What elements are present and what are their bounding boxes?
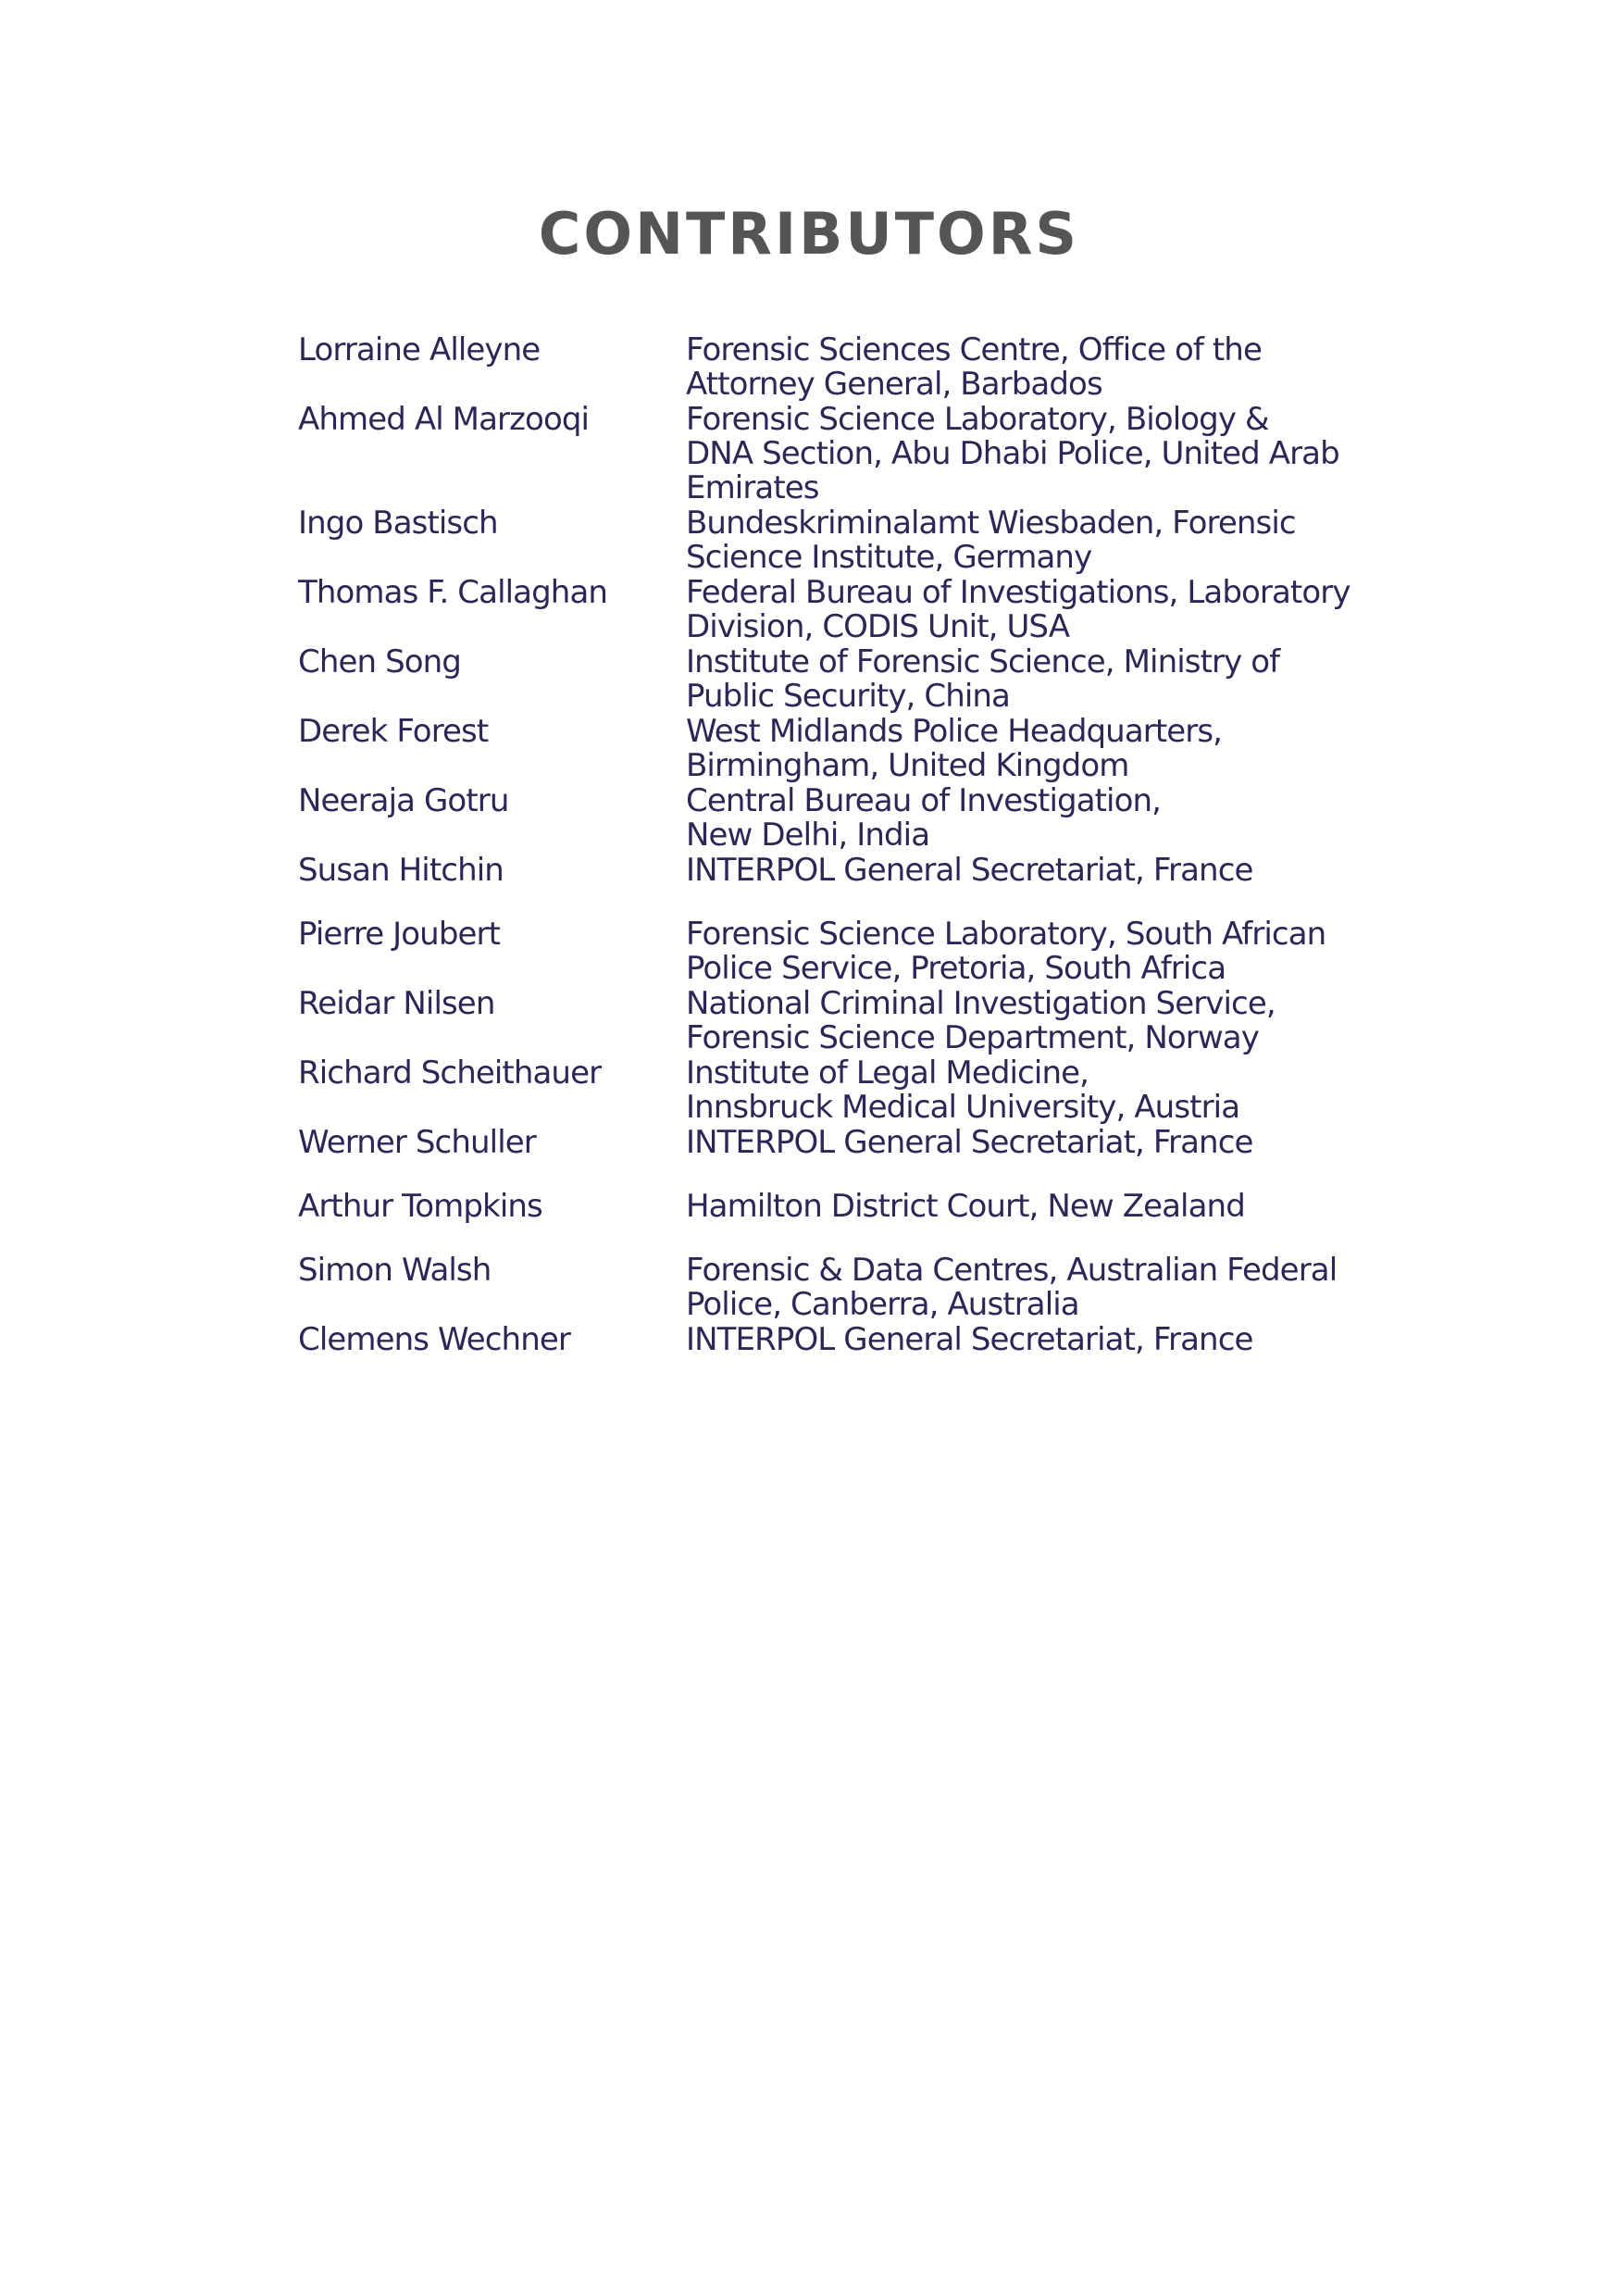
contributors-list xyxy=(298,332,1353,1386)
contributor-row xyxy=(298,1189,1353,1253)
contributor-row xyxy=(298,575,1353,644)
contributor-row xyxy=(298,402,1353,505)
contributor-row xyxy=(298,714,1353,783)
contributor-name: Clemens Wechner xyxy=(298,1321,570,1358)
contributor-row xyxy=(298,1055,1353,1125)
contributor-name: Ahmed Al Marzooqi xyxy=(298,401,590,438)
contributor-name: Reidar Nilsen xyxy=(298,985,495,1022)
contributor-name: Richard Scheithauer xyxy=(298,1054,602,1092)
contributor-affiliation: Bundeskriminalamt Wiesbaden, Forensic Science Institute, Germany xyxy=(686,505,1296,576)
contributor-affiliation: INTERPOL General Secretariat, France xyxy=(686,1321,1253,1358)
contributor-row xyxy=(298,986,1353,1055)
contributor-affiliation: Hamilton District Court, New Zealand xyxy=(686,1188,1245,1225)
contributor-row xyxy=(298,1253,1353,1322)
contributor-name: Werner Schuller xyxy=(298,1124,536,1161)
contributor-row xyxy=(298,1125,1353,1189)
contributor-affiliation: Institute of Legal Medicine, Innsbruck Medical University, Austria xyxy=(686,1054,1240,1126)
contributor-affiliation: Forensic & Data Centres, Australian Federal Police, Canberra, Australia xyxy=(686,1252,1338,1323)
contributor-row xyxy=(298,505,1353,575)
contributor-affiliation: Forensic Science Laboratory, South African Police Service, Pretoria, South Africa xyxy=(686,916,1326,987)
contributor-name: Lorraine Alleyne xyxy=(298,331,541,368)
contributor-affiliation: Central Bureau of Investigation, New Delhi, India xyxy=(686,782,1162,854)
contributor-row xyxy=(298,783,1353,853)
contributor-name: Chen Song xyxy=(298,643,461,680)
contributor-row xyxy=(298,1322,1353,1386)
contributor-name: Susan Hitchin xyxy=(298,852,504,889)
contributor-affiliation: Federal Bureau of Investigations, Laboratory Division, CODIS Unit, USA xyxy=(686,574,1350,645)
contributor-affiliation: Forensic Science Laboratory, Biology & DNA Section, Abu Dhabi Police, United Arab Emirates xyxy=(686,401,1339,506)
contributor-affiliation: Forensic Sciences Centre, Office of the Attorney General, Barbados xyxy=(686,331,1262,403)
contributor-row xyxy=(298,644,1353,714)
contributor-row xyxy=(298,332,1353,402)
contributor-row xyxy=(298,917,1353,986)
contributor-row xyxy=(298,853,1353,917)
contributor-name: Thomas F. Callaghan xyxy=(298,574,608,611)
contributor-name: Neeraja Gotru xyxy=(298,782,509,819)
contributor-affiliation: INTERPOL General Secretariat, France xyxy=(686,852,1253,889)
contributor-name: Ingo Bastisch xyxy=(298,505,498,542)
contributor-name: Derek Forest xyxy=(298,713,489,750)
page-title: CONTRIBUTORS xyxy=(538,200,1080,268)
contributor-name: Simon Walsh xyxy=(298,1252,492,1289)
contributor-affiliation: West Midlands Police Headquarters, Birmingham, United Kingdom xyxy=(686,713,1223,784)
contributor-affiliation: INTERPOL General Secretariat, France xyxy=(686,1124,1253,1161)
contributor-affiliation: National Criminal Investigation Service, Forensic Science Department, Norway xyxy=(686,985,1276,1056)
contributor-name: Arthur Tompkins xyxy=(298,1188,542,1225)
contributor-name: Pierre Joubert xyxy=(298,916,501,953)
contributor-affiliation: Institute of Forensic Science, Ministry of Public Security, China xyxy=(686,643,1280,715)
